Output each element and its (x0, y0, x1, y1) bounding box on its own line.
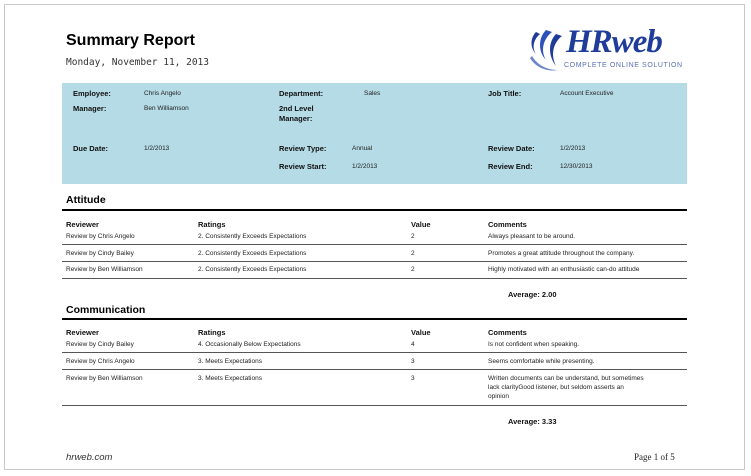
manager-value: Ben Williamson (144, 105, 189, 112)
row-divider (62, 352, 687, 353)
row-value: 3 (411, 358, 415, 365)
row-divider (62, 244, 687, 245)
due-date-value: 1/2/2013 (144, 145, 170, 152)
row-value: 2 (411, 250, 415, 257)
attitude-divider (62, 209, 687, 211)
attitude-col-value: Value (411, 220, 431, 229)
hrweb-logo-swirl-icon (522, 28, 566, 74)
row-rating: 2. Consistently Exceeds Expectations (198, 266, 307, 273)
hrweb-logo (522, 26, 692, 76)
attitude-col-reviewer: Reviewer (66, 220, 99, 229)
review-start-value: 1/2/2013 (352, 163, 378, 170)
second-manager-label-line1: 2nd Level (279, 104, 314, 113)
row-divider (62, 369, 687, 370)
row-comment: Highly motivated with an enthusiastic can-do attitude (488, 266, 640, 273)
communication-section-title: Communication (66, 304, 146, 316)
logo-tagline: COMPLETE ONLINE SOLUTION (564, 62, 683, 69)
row-comment: Is not confident when speaking. (488, 341, 580, 348)
row-rating: 3. Meets Expectations (198, 375, 262, 382)
row-value: 2 (411, 266, 415, 273)
row-comment-line-1: Written documents can be understand, but sometimes (488, 375, 644, 382)
row-reviewer: Review by Cindy Bailey (66, 250, 134, 257)
row-rating: 4. Occasionally Below Expectations (198, 341, 301, 348)
footer-site: hrweb.com (66, 452, 113, 463)
row-reviewer: Review by Cindy Bailey (66, 341, 134, 348)
manager-label: Manager: (73, 104, 107, 113)
communication-col-ratings: Ratings (198, 328, 226, 337)
row-divider (62, 278, 687, 279)
attitude-section-title: Attitude (66, 194, 106, 206)
communication-col-comments: Comments (488, 328, 527, 337)
second-manager-label-line2: Manager: (279, 114, 313, 123)
attitude-average: Average: 2.00 (508, 290, 557, 299)
job-title-value: Account Executive (560, 90, 614, 97)
report-title: Summary Report (66, 32, 195, 49)
review-date-label: Review Date: (488, 144, 535, 153)
employee-value: Chris Angelo (144, 90, 181, 97)
department-label: Department: (279, 89, 324, 98)
employee-info-panel (62, 83, 687, 184)
attitude-col-ratings: Ratings (198, 220, 226, 229)
row-rating: 3. Meets Expectations (198, 358, 262, 365)
row-reviewer: Review by Ben Williamson (66, 266, 143, 273)
row-reviewer: Review by Ben Williamson (66, 375, 143, 382)
row-rating: 2. Consistently Exceeds Expectations (198, 250, 307, 257)
row-divider (62, 405, 687, 406)
communication-divider (62, 318, 687, 320)
row-value: 3 (411, 375, 415, 382)
communication-col-reviewer: Reviewer (66, 328, 99, 337)
row-reviewer: Review by Chris Angelo (66, 358, 135, 365)
due-date-label: Due Date: (73, 144, 109, 153)
department-value: Sales (364, 90, 381, 97)
row-comment-line-3: opinion (488, 393, 509, 400)
row-comment: Seems comfortable while presenting. (488, 358, 595, 365)
job-title-label: Job Title: (488, 89, 522, 98)
row-divider (62, 261, 687, 262)
review-date-value: 1/2/2013 (560, 145, 586, 152)
row-rating: 2. Consistently Exceeds Expectations (198, 233, 307, 240)
row-comment-line-2: lack clarityGood listener, but seldom asserts an (488, 384, 624, 391)
logo-wordmark: HRweb (566, 24, 662, 60)
review-start-label: Review Start: (279, 162, 327, 171)
employee-label: Employee: (73, 89, 111, 98)
communication-col-value: Value (411, 328, 431, 337)
review-end-label: Review End: (488, 162, 533, 171)
page-indicator: Page 1 of 5 (634, 452, 675, 462)
report-date: Monday, November 11, 2013 (66, 57, 209, 68)
row-comment: Promotes a great attitude throughout the company. (488, 250, 635, 257)
review-type-label: Review Type: (279, 144, 327, 153)
row-reviewer: Review by Chris Angelo (66, 233, 135, 240)
row-value: 2 (411, 233, 415, 240)
row-comment: Always pleasant to be around. (488, 233, 576, 240)
attitude-col-comments: Comments (488, 220, 527, 229)
communication-average: Average: 3.33 (508, 417, 557, 426)
row-value: 4 (411, 341, 415, 348)
review-type-value: Annual (352, 145, 373, 152)
review-end-value: 12/30/2013 (560, 163, 593, 170)
